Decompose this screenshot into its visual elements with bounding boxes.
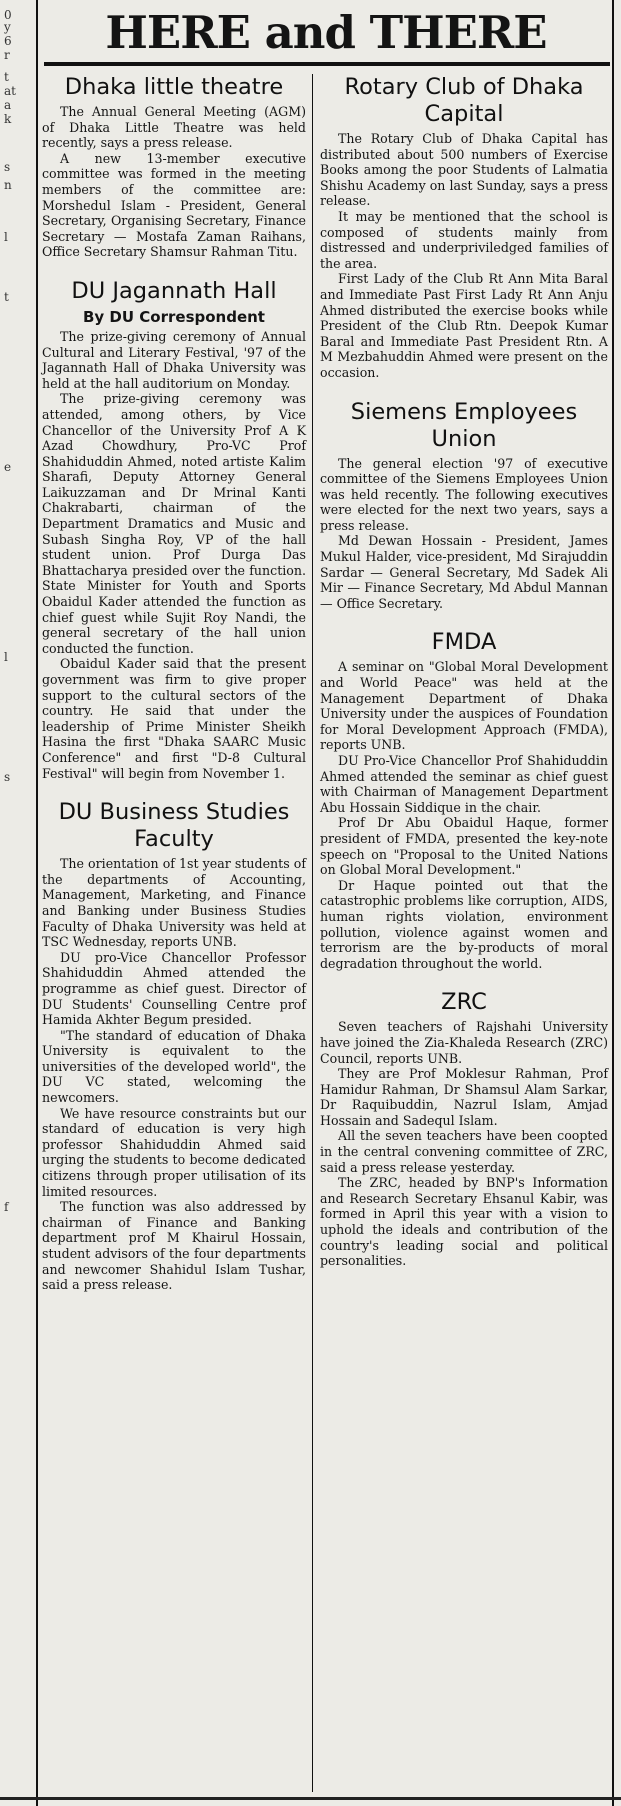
article xyxy=(320,74,608,381)
article xyxy=(42,799,306,1293)
masthead-title: HERE and THERE xyxy=(105,6,547,59)
article xyxy=(320,629,608,971)
right-border-rule xyxy=(612,0,614,1806)
article-paragraph: The general election '97 of executive committee of the Siemens Employees Union was held recently. The following executives were elected for the next two years, says a press release. xyxy=(320,455,608,533)
article-paragraph: Obaidul Kader said that the present government was firm to give proper support to the cultural sectors of the country. He said that under the leadership of Prime Minister Sheikh Hasina the first "Dhaka SAARC Music Conference" and first "D-8 Cultural Festival" will begin from November 1. xyxy=(42,656,306,781)
edge-fragment: l xyxy=(4,650,8,664)
edge-fragment: s xyxy=(4,770,11,784)
masthead-rule xyxy=(44,62,610,66)
column-divider xyxy=(312,74,313,1792)
article-paragraph: The Rotary Club of Dhaka Capital has distributed about 500 numbers of Exercise Books among the poor Students of Lalmatia Shishu Academy on last Sunday, says a press release. xyxy=(320,131,608,209)
edge-fragment: a xyxy=(4,98,12,112)
article-paragraph: DU pro-Vice Chancellor Professor Shahiduddin Ahmed attended the programme as chief guest. Director of DU Students' Counselling Centre prof Hamida Akhter Begum presided. xyxy=(42,949,306,1028)
article-paragraph: Prof Dr Abu Obaidul Haque, former president of FMDA, presented the key-note speech on "Proposal to the United Nations on Global Moral Development." xyxy=(320,815,608,878)
edge-fragment: l xyxy=(4,230,8,244)
article-headline: ZRC xyxy=(441,989,487,1016)
edge-fragment: s xyxy=(4,160,11,174)
article xyxy=(320,989,608,1269)
bottom-rule xyxy=(0,1797,621,1800)
article-paragraph: The Annual General Meeting (AGM) of Dhaka Little Theatre was held recently, says a press release. xyxy=(42,104,306,151)
edge-fragment: t xyxy=(4,290,9,304)
article xyxy=(42,74,306,260)
article-paragraph: First Lady of the Club Rt Ann Mita Baral and Immediate Past First Lady Rt Ann Anju Ahmed distributed the exercise books while President of the Club Rtn. Deepok Kumar Baral and Immediate Past President Rtn. A M Mezbahuddin Ahmed were present on the occasion. xyxy=(320,271,608,380)
article-paragraph: "The standard of education of Dhaka University is equivalent to the universities of the developed world", the DU VC stated, welcoming the newcomers. xyxy=(42,1027,306,1106)
left-border-rule xyxy=(36,0,38,1806)
article-paragraph: All the seven teachers have been coopted in the central convening committee of ZRC, said a press release yesterday. xyxy=(320,1128,608,1175)
adjacent-column-fragments xyxy=(0,0,34,1806)
left-column xyxy=(42,74,306,1311)
article-paragraph: The ZRC, headed by BNP's Information and Research Secretary Ehsanul Kabir, was formed in April this year with a vision to uphold the ideals and contribution of the country's leading social and political personalities. xyxy=(320,1175,608,1269)
article xyxy=(320,399,608,612)
article xyxy=(42,278,306,781)
right-column xyxy=(320,74,608,1287)
article-paragraph: They are Prof Moklesur Rahman, Prof Hamidur Rahman, Dr Shamsul Alam Sarkar, Dr Raquibuddin, Nazrul Islam, Amjad Hossain and Sadequl Islam. xyxy=(320,1066,608,1128)
edge-fragment: 0 xyxy=(4,8,12,22)
article-byline: By DU Correspondent xyxy=(83,307,265,326)
article-paragraph: Md Dewan Hossain - President, James Mukul Halder, vice-president, Md Sirajuddin Sardar — General Secretary, Md Sadek Ali Mir — Finance Secretary, Md Abdul Mannan — Office Secretary. xyxy=(320,533,608,611)
article-paragraph: A seminar on "Global Moral Development and World Peace" was held at the Management Department of Dhaka University under the auspices of Foundation for Moral Development Approach (FMDA), reports UNB. xyxy=(320,659,608,753)
article-paragraph: The function was also addressed by chairman of Finance and Banking department prof M Khairul Hossain, student advisors of the four departments and newcomer Shahidul Islam Tushar, said a press release. xyxy=(42,1199,306,1293)
article-paragraph: A new 13-member executive committee was formed in the meeting members of the committee are: Morshedul Islam - President, General Secretary, Organising Secretary, Finance Secretary — Mostafa Zaman Raihans, Office Secretary Shamsur Rahman Titu. xyxy=(42,150,306,260)
edge-fragment: n xyxy=(4,178,12,192)
article-paragraph: The orientation of 1st year students of the departments of Accounting, Management, Marketing, and Finance and Banking under Business Studies Faculty of Dhaka University was held at TSC Wednesday, reports UNB. xyxy=(42,856,306,950)
edge-fragment: t xyxy=(4,70,9,84)
article-paragraph: We have resource constraints but our standard of education is very high professor Shahiduddin Ahmed said urging the students to become dedicated citizens through proper utilisation of its limited resources. xyxy=(42,1105,306,1199)
article-paragraph: It may be mentioned that the school is composed of students mainly from distressed and underpriviledged families of the area. xyxy=(320,208,608,271)
article-headline: DU Business Studies Faculty xyxy=(58,799,290,853)
edge-fragment: 6 xyxy=(4,34,12,48)
edge-fragment: y xyxy=(4,20,11,34)
edge-fragment: e xyxy=(4,460,12,474)
article-headline: Dhaka little theatre xyxy=(64,74,284,100)
article-headline: Rotary Club of Dhaka Capital xyxy=(344,74,584,127)
article-headline: DU Jagannath Hall xyxy=(71,277,277,304)
article-paragraph: DU Pro-Vice Chancellor Prof Shahiduddin Ahmed attended the seminar as chief guest with Chairman of Management Department Abu Hossain Siddique in the chair. xyxy=(320,753,608,815)
article-headline: Siemens Employees Union xyxy=(350,398,578,452)
edge-fragment: at xyxy=(4,84,16,98)
edge-fragment: k xyxy=(4,112,12,126)
edge-fragment: r xyxy=(4,48,10,62)
edge-fragment: f xyxy=(4,1200,9,1214)
article-headline: FMDA xyxy=(431,629,497,656)
article-paragraph: The prize-giving ceremony was attended, among others, by Vice Chancellor of the University Prof A K Azad Chowdhury, Pro-VC Prof Shahiduddin Ahmed, noted artiste Kalim Sharafi, Deputy Attorney General Laikuzzaman and Dr Mrinal Kanti Chakrabarti, chairman of the Department Dramatics and Music and Subash Singha Roy, VP of the hall student union. Prof Durga Das Bhattacharya presided over the function. State Minister for Youth and Sports Obaidul Kader attended the function as chief guest while Sujit Roy Nandi, the general secretary of the hall union conducted the function. xyxy=(42,391,306,656)
article-paragraph: The prize-giving ceremony of Annual Cultural and Literary Festival, '97 of the Jagannath Hall of Dhaka University was held at the hall auditorium on Monday. xyxy=(42,328,306,391)
article-paragraph: Seven teachers of Rajshahi University have joined the Zia-Khaleda Research (ZRC) Council, reports UNB. xyxy=(320,1019,608,1066)
article-paragraph: Dr Haque pointed out that the catastrophic problems like corruption, AIDS, human rights violation, environment pollution, violence against women and terrorism are the by-products of moral degradation throughout the world. xyxy=(320,877,608,971)
